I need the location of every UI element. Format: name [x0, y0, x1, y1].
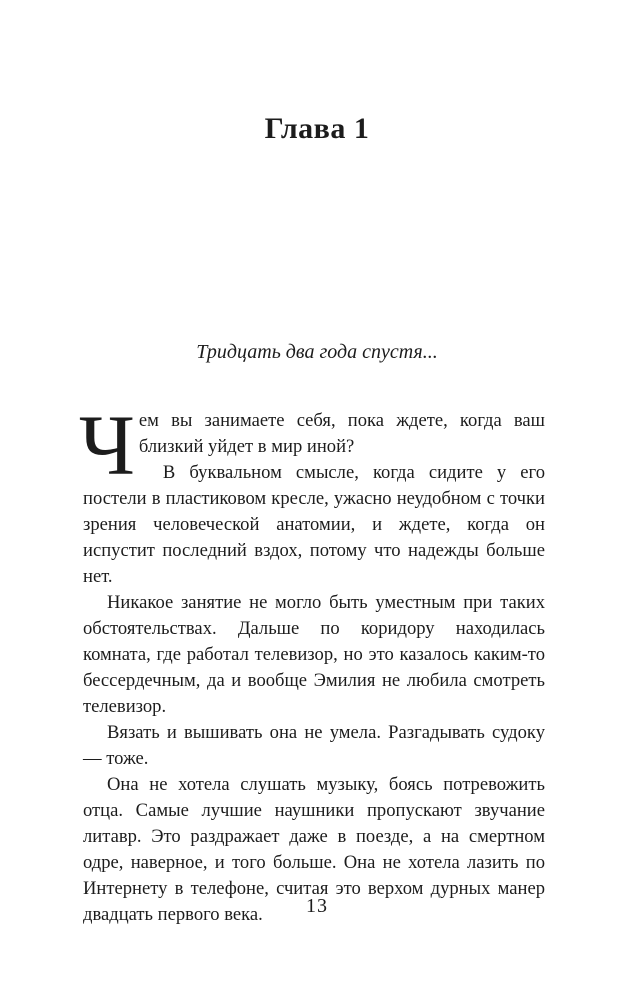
paragraph-2: В буквальном смысле, когда сидите у его постели в пластиковом кресле, ужасно неудобном с точки зрения человеческой анатомии, и ждете, когда он испустит последний вздох, потому что надежды больше нет.	[83, 462, 545, 587]
paragraph-3: Никакое занятие не могло быть уместным при таких обстоятельствах. Дальше по коридору находилась комната, где работал телевизор, но это казалось каким-то бессердечным, да и вообще Эмилия не любила смотреть телевизор.	[83, 592, 545, 717]
page-number: 13	[306, 895, 328, 917]
drop-cap: Ч	[79, 397, 135, 493]
chapter-title: Глава 1	[264, 112, 370, 145]
paragraph-4: Вязать и вышивать она не умела. Разгадывать судоку — тоже.	[83, 722, 545, 769]
paragraph-1	[79, 397, 545, 493]
epigraph: Тридцать два года спустя...	[196, 341, 438, 363]
body-text	[79, 397, 545, 928]
paragraph-1-text: ем вы занимаете себя, пока ждете, когда ваш близкий уйдет в мир иной?	[138, 410, 545, 457]
paragraph-5: Она не хотела слушать музыку, боясь потревожить отца. Самые лучшие наушники пропускают звучание литавр. Это раздражает даже в поезде, а на смертном одре, наверное, и того больше. Она не хотела лазить по Интернету в телефоне, считая это верхом дурных манер двадцать первого века.	[83, 774, 545, 925]
